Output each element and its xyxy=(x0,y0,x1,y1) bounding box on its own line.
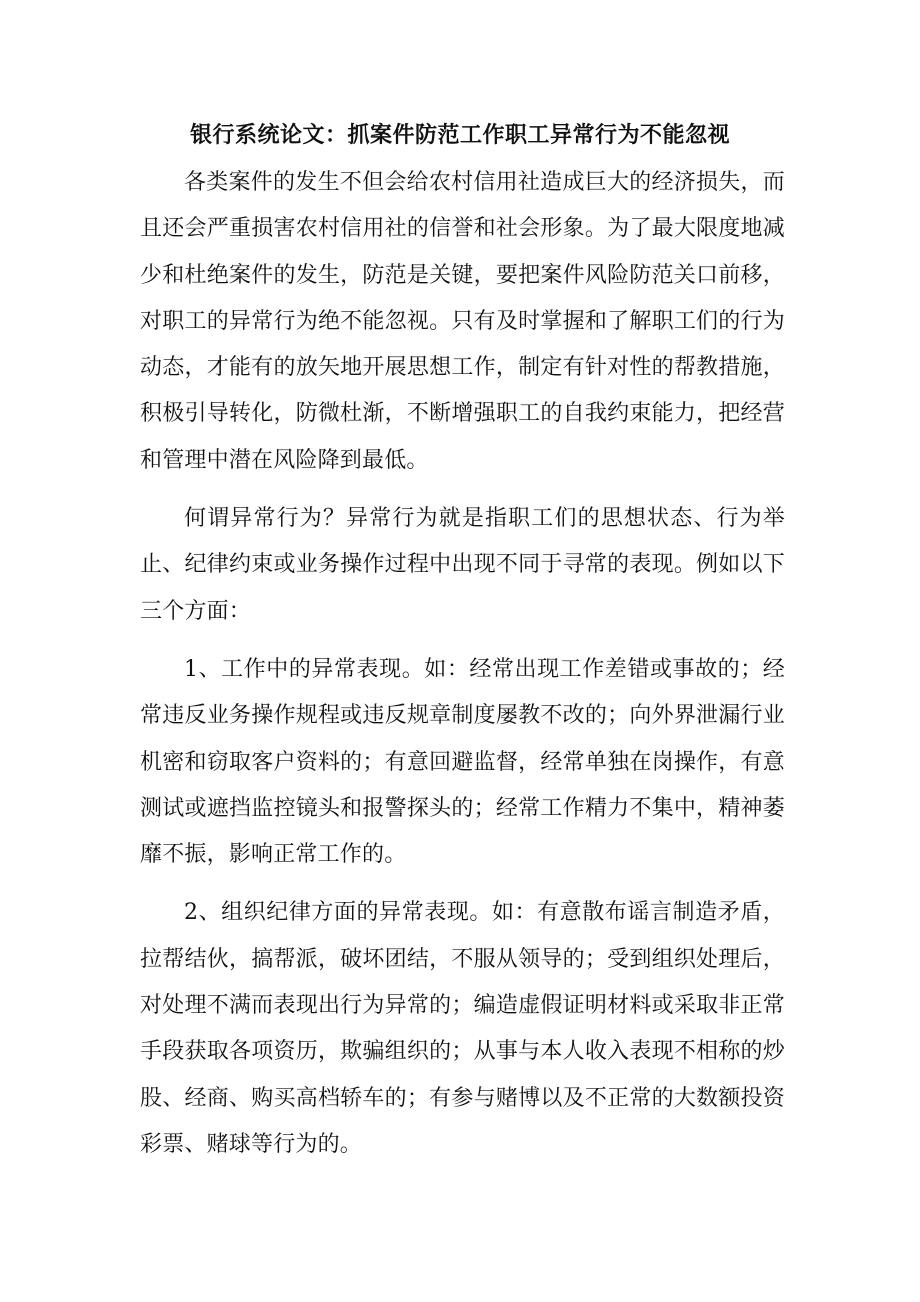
paragraph-work-abnormal: 1、工作中的异常表现。如：经常出现工作差错或事故的；经常违反业务操作规程或违反规章制度屡教不改的；向外界泄漏行业机密和窃取客户资料的；有意回避监督，经常单独在岗操作，有意测试或遮挡监控镜头和报警探头的；经常工作精力不集中，精神萎靡不振，影响正常工作的。 xyxy=(140,656,785,868)
paragraph-definition: 何谓异常行为？异常行为就是指职工们的思想状态、行为举止、纪律约束或业务操作过程中出现不同于寻常的表现。例如以下三个方面： xyxy=(140,506,785,624)
document-title: 银行系统论文：抓案件防范工作职工异常行为不能忽视 xyxy=(189,123,730,148)
document-body xyxy=(140,160,785,1180)
paragraph-discipline-abnormal: 2、组织纪律方面的异常表现。如：有意散布谣言制造矛盾，拉帮结伙，搞帮派，破坏团结，不服从领导的；受到组织处理后，对处理不满而表现出行为异常的；编造虚假证明材料或采取非正常手段获取各项资历，欺骗组织的；从事与本人收入表现不相称的炒股、经商、购买高档轿车的；有参与赌博以及不正常的大数额投资彩票、赌球等行为的。 xyxy=(140,900,785,1157)
paragraph-intro: 各类案件的发生不但会给农村信用社造成巨大的经济损失，而且还会严重损害农村信用社的信誉和社会形象。为了最大限度地减少和杜绝案件的发生，防范是关键，要把案件风险防范关口前移，对职工的异常行为绝不能忽视。只有及时掌握和了解职工们的行为动态，才能有的放矢地开展思想工作，制定有针对性的帮教措施，积极引导转化，防微杜渐，不断增强职工的自我约束能力，把经营和管理中潜在风险降到最低。 xyxy=(140,170,785,473)
